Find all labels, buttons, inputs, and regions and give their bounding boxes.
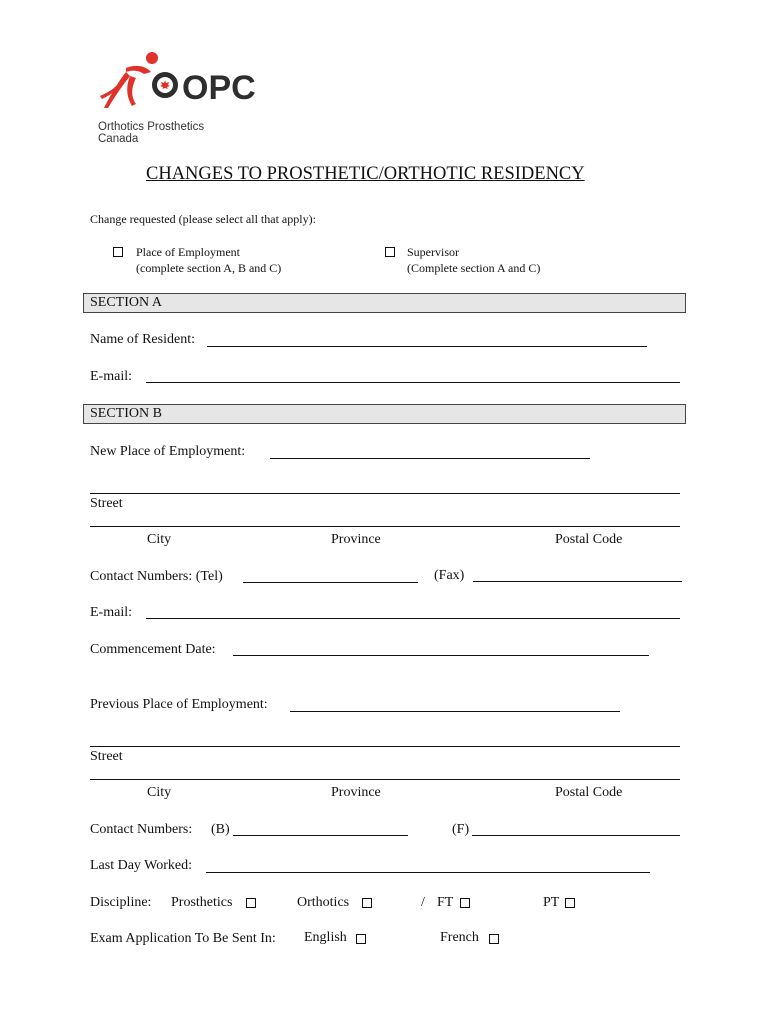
name-of-resident-label: Name of Resident:	[90, 332, 195, 347]
name-of-resident-field[interactable]	[207, 346, 647, 347]
prosthetics-checkbox[interactable]	[246, 898, 256, 908]
slash-separator: /	[421, 895, 425, 910]
new-employment-label: New Place of Employment:	[90, 444, 246, 459]
email-b-label: E-mail:	[90, 605, 132, 620]
supervisor-checkbox[interactable]	[385, 247, 395, 257]
commencement-date-field[interactable]	[233, 655, 649, 656]
supervisor-label: Supervisor	[407, 245, 459, 259]
f-field[interactable]	[472, 835, 680, 836]
last-day-label: Last Day Worked:	[90, 858, 193, 873]
maple-leaf-icon	[159, 79, 171, 91]
ft-checkbox[interactable]	[460, 898, 470, 908]
street-field[interactable]	[90, 493, 680, 494]
change-requested-prompt: Change requested (please select all that apply):	[90, 212, 316, 226]
fax-label: (Fax)	[434, 568, 465, 583]
place-of-employment-sub: (complete section A, B and C)	[136, 261, 282, 275]
tel-field[interactable]	[243, 582, 418, 583]
orthotics-checkbox[interactable]	[362, 898, 372, 908]
last-day-field[interactable]	[206, 872, 650, 873]
street2-field[interactable]	[90, 746, 680, 747]
province2-label: Province	[331, 785, 381, 800]
pt-checkbox[interactable]	[565, 898, 575, 908]
section-a-title: SECTION A	[90, 295, 162, 310]
city-label: City	[147, 532, 172, 547]
fax-field[interactable]	[473, 581, 682, 582]
place-of-employment-label: Place of Employment	[136, 245, 240, 259]
section-b-header	[83, 404, 686, 424]
province-label: Province	[331, 532, 381, 547]
place-of-employment-checkbox[interactable]	[113, 247, 123, 257]
email-a-label: E-mail:	[90, 369, 132, 384]
french-checkbox[interactable]	[489, 934, 499, 944]
city2-label: City	[147, 785, 172, 800]
f-label: (F)	[452, 822, 470, 837]
city-province-postal-field[interactable]	[90, 526, 680, 527]
street-label: Street	[90, 496, 123, 511]
pt-label: PT	[543, 895, 560, 910]
b-label: (B)	[211, 822, 230, 837]
logo-brand-text: OPC	[182, 69, 256, 107]
section-b-title: SECTION B	[90, 406, 162, 421]
exam-application-label: Exam Application To Be Sent In:	[90, 931, 276, 946]
french-label: French	[440, 930, 479, 945]
section-a-header	[83, 293, 686, 313]
english-checkbox[interactable]	[356, 934, 366, 944]
english-label: English	[304, 930, 347, 945]
orthotics-label: Orthotics	[297, 895, 350, 910]
commencement-date-label: Commencement Date:	[90, 642, 216, 657]
discipline-label: Discipline:	[90, 895, 152, 910]
contact2-label: Contact Numbers:	[90, 822, 193, 837]
b-field[interactable]	[233, 835, 408, 836]
supervisor-sub: (Complete section A and C)	[407, 261, 541, 275]
city-province-postal2-field[interactable]	[90, 779, 680, 780]
logo-tagline: Orthotics Prosthetics Canada	[98, 121, 205, 145]
prev-employment-label: Previous Place of Employment:	[90, 697, 268, 712]
prev-employment-field[interactable]	[290, 711, 620, 712]
prosthetics-label: Prosthetics	[171, 895, 233, 910]
page-title: CHANGES TO PROSTHETIC/ORTHOTIC RESIDENCY	[146, 164, 585, 184]
email-b-field[interactable]	[146, 618, 680, 619]
new-employment-field[interactable]	[270, 458, 590, 459]
opc-logo	[96, 46, 256, 145]
postal-code-label: Postal Code	[555, 532, 623, 547]
ft-label: FT	[437, 895, 454, 910]
email-a-field[interactable]	[146, 382, 680, 383]
street2-label: Street	[90, 749, 123, 764]
contact-tel-label: Contact Numbers: (Tel)	[90, 569, 223, 584]
logo-o-ring	[152, 72, 178, 98]
postal-code2-label: Postal Code	[555, 785, 623, 800]
